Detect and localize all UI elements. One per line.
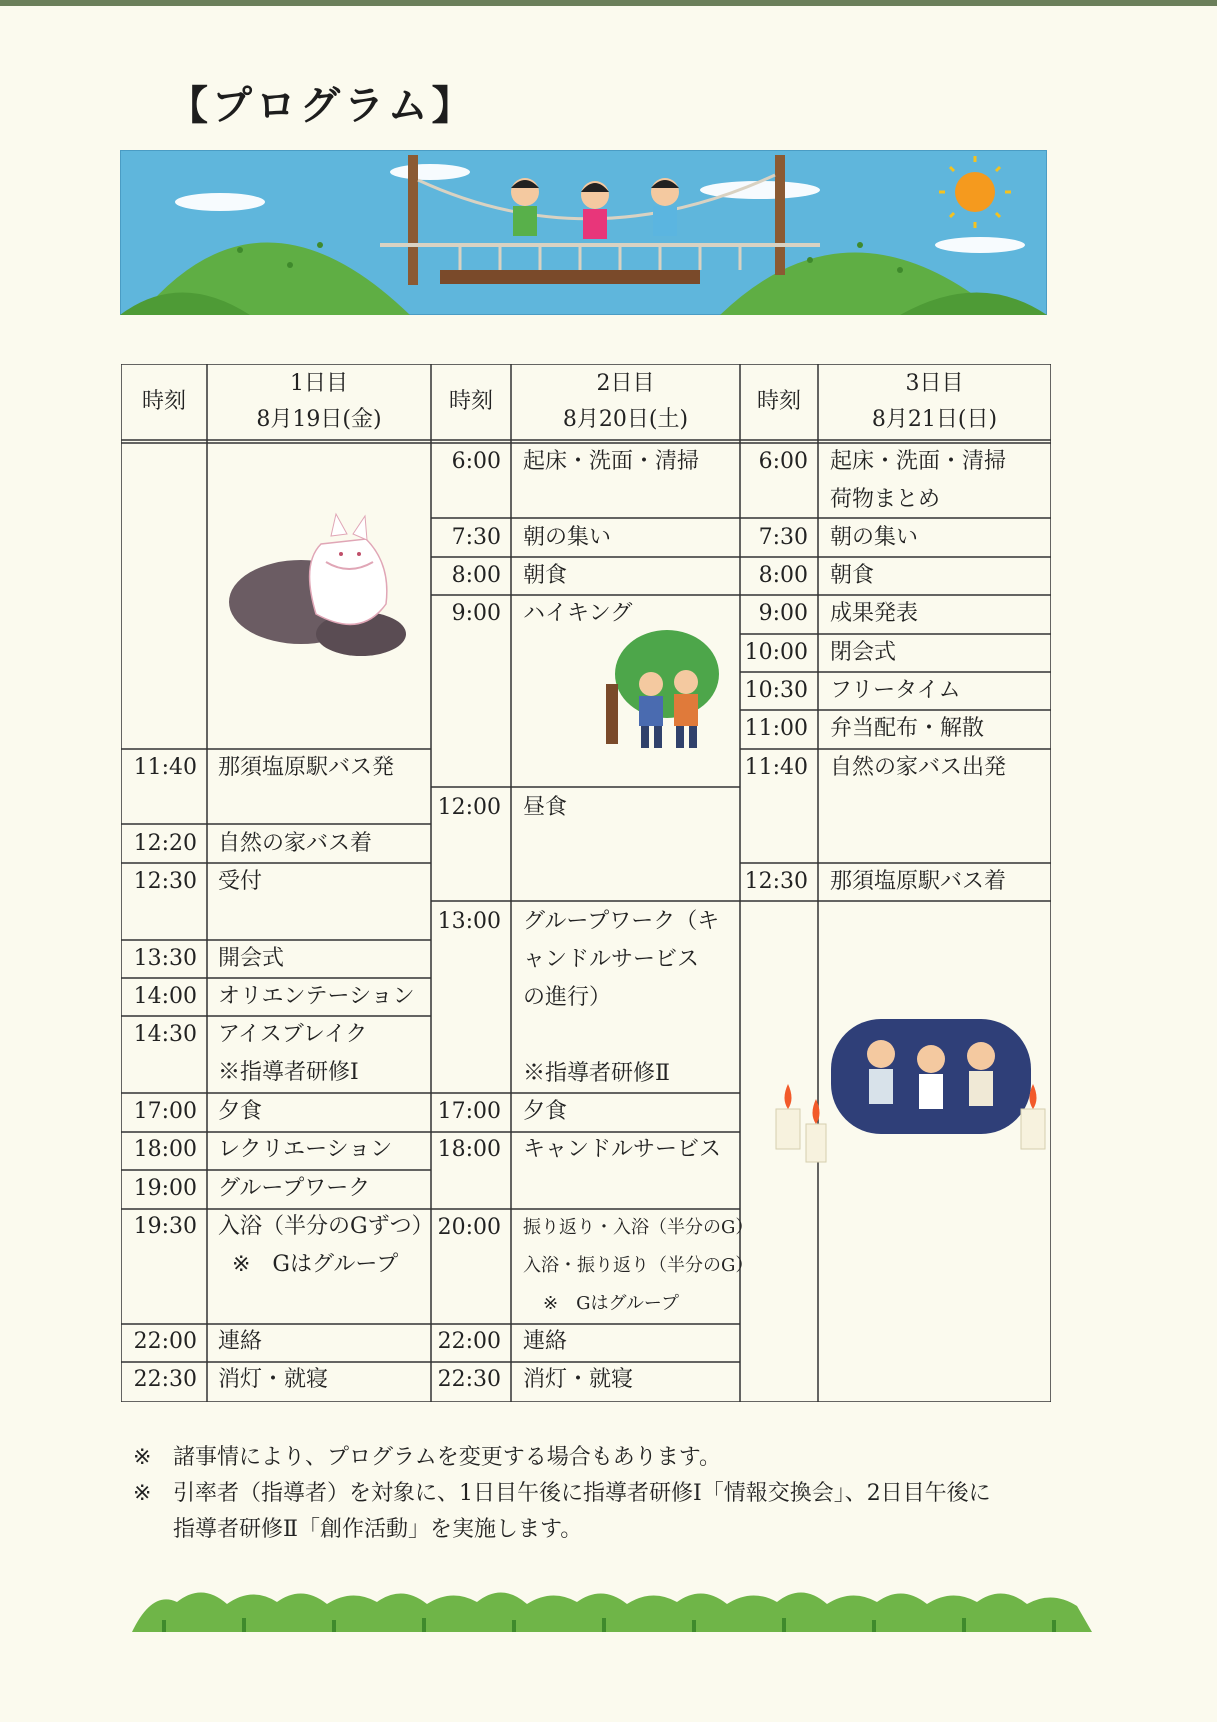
day1-activity: 連絡 (218, 1329, 263, 1354)
day2-activity: ハイキング (523, 601, 633, 626)
day2-time: 18:00 (437, 1137, 501, 1162)
fox-icon (229, 514, 406, 656)
day2-time: 22:00 (437, 1329, 501, 1354)
header-day2-date: 8月20日(土) (562, 407, 689, 432)
day1-activity: 消灯・就寝 (218, 1367, 329, 1392)
day3-activity: 朝食 (830, 563, 875, 588)
day1-activity-note: ※指導者研修Ⅰ (218, 1060, 359, 1085)
day3-time: 9:00 (758, 601, 808, 626)
day3-time: 11:40 (744, 755, 808, 780)
day3-time: 7:30 (758, 525, 808, 550)
day2-time: 13:00 (437, 909, 501, 934)
note-text-continued: 指導者研修Ⅱ「創作活動」を実施します。 (173, 1517, 583, 1542)
day3-time: 6:00 (758, 449, 808, 474)
day2-activity: 朝の集い (523, 525, 612, 550)
day3-activity: 弁当配布・解散 (830, 716, 985, 741)
day1-time: 12:30 (133, 869, 197, 894)
day3-time: 10:00 (744, 640, 808, 665)
day1-time: 19:00 (133, 1176, 197, 1201)
day1-time: 13:30 (133, 946, 197, 971)
day3-time: 8:00 (758, 563, 808, 588)
header-day1-date: 8月19日(金) (256, 407, 382, 432)
day3-activity: 荷物まとめ (830, 487, 941, 512)
day2-activity: 夕食 (523, 1099, 568, 1124)
day1-time: 11:40 (133, 755, 197, 780)
day1-time: 18:00 (133, 1137, 197, 1162)
day1-time: 12:20 (133, 831, 197, 856)
note-text: 諸事情により、プログラムを変更する場合もあります。 (173, 1445, 722, 1470)
note-mark: ※ (133, 1445, 152, 1470)
day3-time: 12:30 (744, 869, 808, 894)
day1-activity: 夕食 (218, 1099, 263, 1124)
day1-activity: オリエンテーション (218, 984, 415, 1009)
note-item (133, 1476, 1083, 1512)
page-title: 【プログラム】 (168, 82, 476, 129)
day2-time: 20:00 (437, 1215, 501, 1240)
day3-time: 10:30 (744, 678, 808, 703)
forest-border (132, 1582, 1092, 1632)
header-time-day3: 時刻 (756, 389, 801, 414)
day2-time: 9:00 (451, 601, 501, 626)
day3-activity: 自然の家バス出発 (830, 755, 1007, 780)
note-mark: ※ (133, 1481, 152, 1506)
day2-activity: 消灯・就寝 (523, 1367, 634, 1392)
day2-activity: 振り返り・入浴（半分のG） (523, 1217, 754, 1238)
day2-activity: グループワーク（キ (523, 909, 720, 934)
header-day3-label: 3日目 (905, 371, 964, 396)
day2-activity: 昼食 (523, 795, 568, 820)
day1-activity-note: ※ Gはグループ (232, 1252, 399, 1277)
day2-activity: 連絡 (523, 1329, 568, 1354)
day2-activity: 朝食 (523, 563, 568, 588)
day2-activity: の進行） (523, 985, 612, 1010)
day2-time: 7:30 (451, 525, 501, 550)
day1-activity: 受付 (218, 869, 263, 894)
day1-time: 22:30 (133, 1367, 197, 1392)
day1-activity: グループワーク (218, 1176, 371, 1201)
day3-activity: 那須塩原駅バス着 (830, 869, 1007, 894)
day2-time: 6:00 (451, 449, 501, 474)
day2-activity: ャンドルサービス (523, 947, 700, 972)
day1-activity: 入浴（半分のGずつ） (218, 1214, 434, 1239)
day3-time: 11:00 (744, 716, 808, 741)
bridge-banner (120, 150, 1047, 315)
page-top-edge (0, 0, 1217, 6)
day1-time: 14:30 (133, 1022, 197, 1047)
day3-activity: 朝の集い (830, 525, 919, 550)
header-day3-date: 8月21日(日) (871, 407, 998, 432)
day3-activity: 閉会式 (830, 640, 897, 665)
note-item (133, 1440, 1083, 1476)
day3-activity: 成果発表 (830, 601, 919, 626)
day1-activity: 自然の家バス着 (218, 831, 373, 856)
day1-time: 17:00 (133, 1099, 197, 1124)
day2-time: 17:00 (437, 1099, 501, 1124)
day1-activity: レクリエーション (218, 1137, 393, 1162)
note-text: 引率者（指導者）を対象に、1日目午後に指導者研修Ⅰ「情報交換会」、2日目午後に (173, 1481, 991, 1506)
day2-time: 8:00 (451, 563, 501, 588)
day2-activity: キャンドルサービス (523, 1137, 722, 1162)
day2-activity: 入浴・振り返り（半分のG） (523, 1255, 754, 1276)
day2-time: 12:00 (437, 795, 501, 820)
hikers-icon (606, 630, 719, 748)
day1-time: 14:00 (133, 984, 197, 1009)
day3-activity: 起床・洗面・清掃 (830, 449, 1007, 474)
candle-service-icon (776, 1019, 1045, 1162)
header-day2-label: 2日目 (596, 371, 655, 396)
day2-activity-note: ※指導者研修Ⅱ (523, 1061, 670, 1086)
day1-time: 22:00 (133, 1329, 197, 1354)
day1-activity: アイスブレイク (218, 1022, 368, 1047)
header-day1-label: 1日目 (290, 371, 348, 396)
day1-activity: 那須塩原駅バス発 (218, 755, 395, 780)
day2-activity: 起床・洗面・清掃 (523, 449, 700, 474)
header-time-day2: 時刻 (448, 389, 493, 414)
day1-time: 19:30 (133, 1214, 197, 1239)
header-time-day1: 時刻 (141, 389, 186, 414)
day1-activity: 開会式 (218, 946, 285, 971)
day2-activity-note: ※ Gはグループ (543, 1293, 680, 1314)
day2-time: 22:30 (437, 1367, 501, 1392)
day3-activity: フリータイム (830, 678, 961, 703)
notes (133, 1440, 1083, 1548)
